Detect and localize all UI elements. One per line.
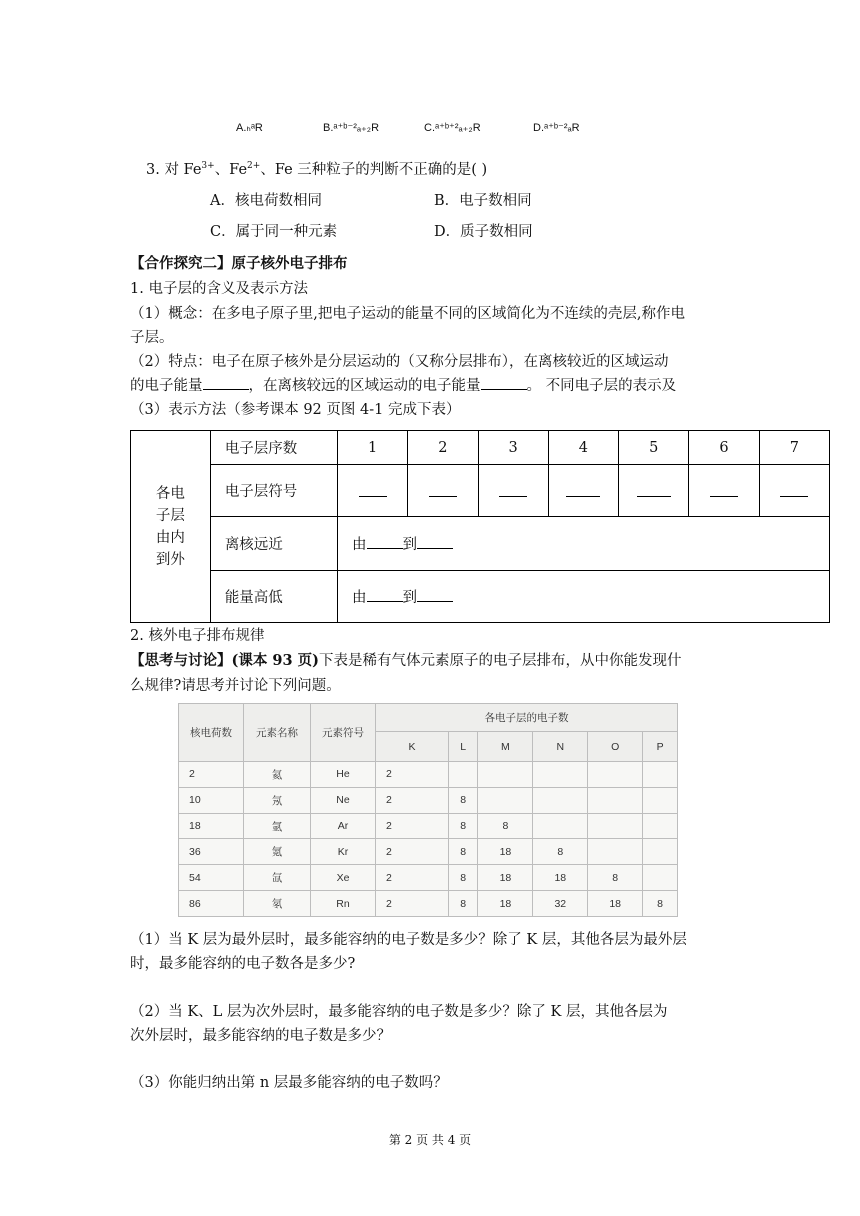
shell-header: N <box>533 732 588 762</box>
table-row: 86 氡 Rn 2 8 18 32 18 8 <box>179 891 678 917</box>
q3-sup2: 2+ <box>247 161 261 172</box>
header-symbol: 元素符号 <box>311 704 376 762</box>
seq-cell: 2 <box>408 431 478 465</box>
question-3-discussion: （3）你能归纳出第 n 层最多能容纳的电子数吗？ <box>130 1075 448 1091</box>
table-row: 36 氪 Kr 2 8 18 8 <box>179 839 678 865</box>
subsection-2-title: 2. 核外电子排布规律 <box>130 628 265 644</box>
section-title: 【合作探究二】原子核外电子排布 <box>130 255 348 272</box>
symbol-cell[interactable] <box>548 465 618 517</box>
symbol-cell[interactable] <box>338 465 408 517</box>
seq-label: 电子层序数 <box>210 431 337 465</box>
method-line: （3）表示方法（参考课本 92 页图 4-1 完成下表） <box>130 402 461 418</box>
electron-layer-table <box>130 430 830 623</box>
option-b: B.ᵃ⁺ᵇ⁻²ₐ₊₂R <box>323 122 380 134</box>
subsection-1-title: 1. 电子层的含义及表示方法 <box>130 281 308 297</box>
symbol-cell[interactable] <box>478 465 548 517</box>
table-row: 2 氦 He 2 <box>179 762 678 788</box>
energy-cell[interactable]: 由 到 <box>338 571 830 623</box>
blank-near[interactable] <box>203 375 249 390</box>
question-1-line-1: （1）当 K 层为最外层时，最多能容纳的电子数是多少？除了 K 层，其他各层为最外层 <box>130 932 687 948</box>
option-c: C.ᵃ⁺ᵇ⁺²ₐ₊₂R <box>424 122 481 134</box>
concept-line-2: 子层。 <box>130 330 174 346</box>
symbol-cell[interactable] <box>689 465 759 517</box>
shell-header: L <box>448 732 478 762</box>
distance-label: 离核远近 <box>210 517 337 571</box>
shell-header: M <box>478 732 533 762</box>
q3-option-b: B．电子数相同 <box>434 193 532 209</box>
symbol-label: 电子层符号 <box>210 465 337 517</box>
distance-cell[interactable]: 由 到 <box>338 517 830 571</box>
q3-suffix: 、Fe 三种粒子的判断不正确的是( ) <box>260 162 488 178</box>
seq-cell: 7 <box>759 431 829 465</box>
seq-cell: 6 <box>689 431 759 465</box>
shell-header: K <box>376 732 449 762</box>
q3-mid: 、Fe <box>214 162 248 178</box>
blank-far[interactable] <box>481 375 527 390</box>
table-row: 10 氖 Ne 2 8 <box>179 787 678 813</box>
header-name: 元素名称 <box>244 704 311 762</box>
seq-cell: 4 <box>548 431 618 465</box>
concept-line-1: （1）概念：在多电子原子里,把电子运动的能量不同的区域简化为不连续的壳层,称作电 <box>130 306 685 322</box>
question-3 <box>146 159 487 181</box>
shell-header: P <box>643 732 678 762</box>
header-z: 核电荷数 <box>179 704 244 762</box>
feature-line-2: 的电子能量 ，在离核较远的区域运动的电子能量 。 不同电子层的表示及 <box>130 375 676 397</box>
think-title: 【思考与讨论】(课本 93 页) <box>130 652 319 669</box>
q3-prefix: 3. 对 Fe <box>146 162 202 178</box>
question-2-line-2: 次外层时，最多能容纳的电子数是多少？ <box>130 1028 391 1044</box>
question-2-line-1: （2）当 K、L 层为次外层时，最多能容纳的电子数是多少？除了 K 层，其他各层为 <box>130 1004 668 1020</box>
energy-label: 能量高低 <box>210 571 337 623</box>
symbol-cell[interactable] <box>408 465 478 517</box>
option-a: A.ₕᵃR <box>236 122 263 134</box>
row-group-label: 各电 子层 由内 到外 <box>131 431 211 623</box>
think-line-1: 【思考与讨论】(课本 93 页)下表是稀有气体元素原子的电子层排布，从中你能发现什 <box>130 652 682 669</box>
q3-option-a: A．核电荷数相同 <box>210 193 322 209</box>
q3-option-c: C．属于同一种元素 <box>210 224 338 240</box>
q3-option-d: D．质子数相同 <box>434 224 533 240</box>
seq-cell: 3 <box>478 431 548 465</box>
feature-line-1: （2）特点：电子在原子核外是分层运动的（又称分层排布），在离核较近的区域运动 <box>130 354 669 370</box>
question-1-line-2: 时，最多能容纳的电子数各是多少? <box>130 956 356 972</box>
header-shells: 各电子层的电子数 <box>376 704 678 732</box>
table-row: 18 氩 Ar 2 8 8 <box>179 813 678 839</box>
symbol-cell[interactable] <box>619 465 689 517</box>
seq-cell: 5 <box>619 431 689 465</box>
page-footer: 第 2 页 共 4 页 <box>388 1133 472 1147</box>
option-d: D.ᵃ⁺ᵇ⁻²ₐR <box>533 122 580 134</box>
symbol-cell[interactable] <box>759 465 829 517</box>
shell-header: O <box>588 732 643 762</box>
think-line-2: 么规律?请思考并讨论下列问题。 <box>130 678 341 694</box>
table-row: 54 氙 Xe 2 8 18 18 8 <box>179 865 678 891</box>
seq-cell: 1 <box>338 431 408 465</box>
q3-sup1: 3+ <box>201 161 215 172</box>
noble-gas-table <box>178 703 678 917</box>
